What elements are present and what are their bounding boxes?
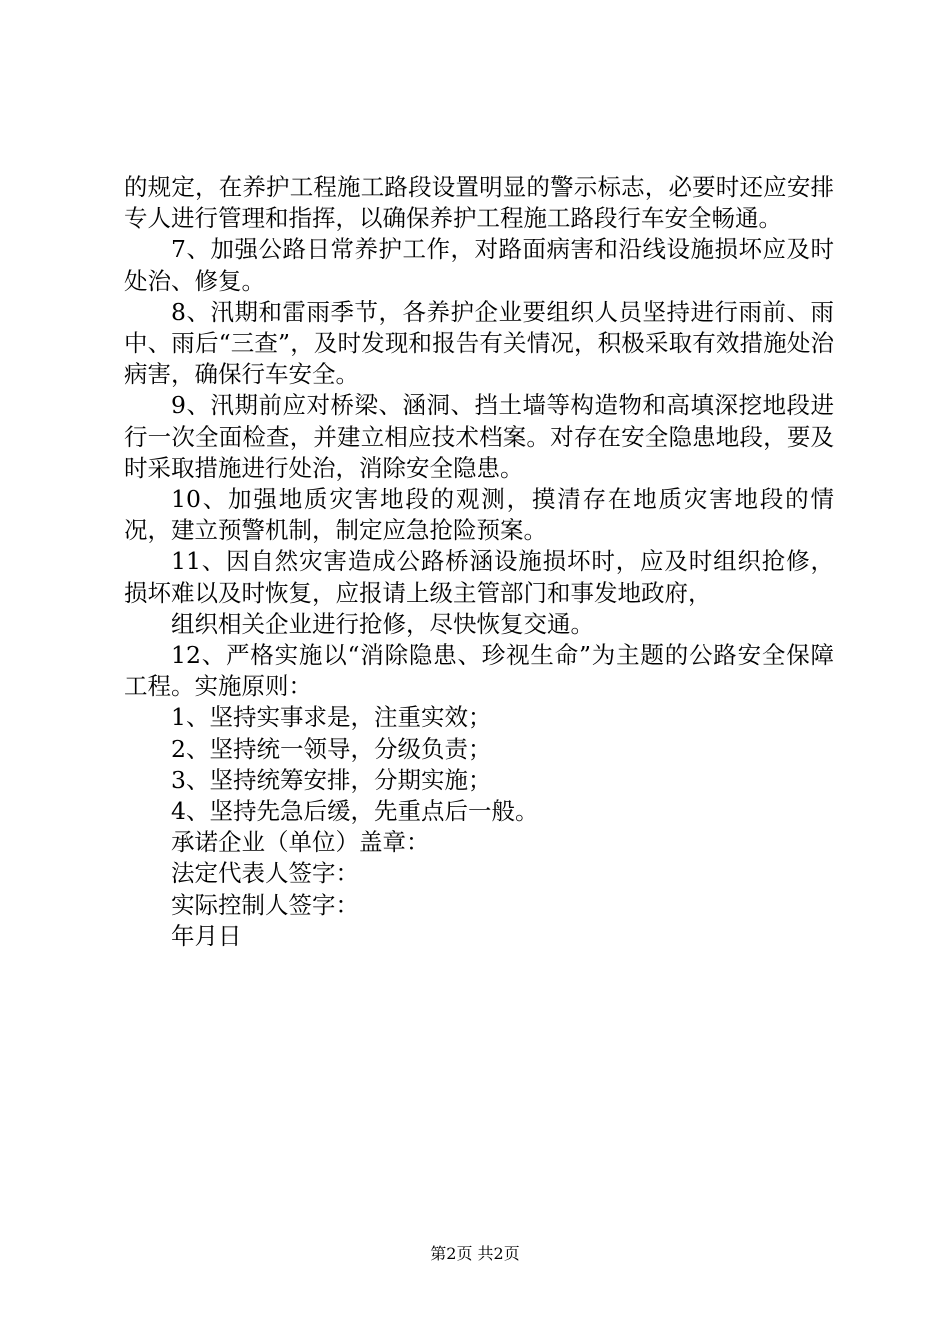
principle-1: 1、坚持实事求是，注重实效； — [171, 703, 492, 732]
principle-4: 4、坚持先急后缓，先重点后一般。 — [171, 797, 539, 826]
paragraph-item-10: 10、加强地质灾害地段的观测，摸清存在地质灾害地段的情况，建立预警机制，制定应急抢险预案。 — [124, 485, 834, 545]
controller-signature-line: 实际控制人签字： — [171, 890, 359, 919]
document-body — [124, 172, 834, 952]
paragraph-item-11-continuation: 组织相关企业进行抢修，尽快恢复交通。 — [171, 609, 594, 638]
date-line: 年月日 — [171, 921, 242, 950]
page-number-footer: 第2页 共2页 — [430, 1244, 520, 1263]
paragraph-item-7: 7、加强公路日常养护工作，对路面病害和沿线设施损坏应及时处治、修复。 — [124, 235, 834, 295]
paragraph-item-11: 11、因自然灾害造成公路桥涵设施损坏时，应及时组织抢修，损坏难以及时恢复，应报请上级主管部门和事发地政府， — [124, 547, 834, 607]
seal-line: 承诺企业（单位）盖章： — [171, 828, 430, 857]
paragraph-item-9: 9、汛期前应对桥梁、涵洞、挡土墙等构造物和高填深挖地段进行一次全面检查，并建立相应技术档案。对存在安全隐患地段，要及时采取措施进行处治，消除安全隐患。 — [124, 391, 834, 482]
principle-3: 3、坚持统筹安排，分期实施； — [171, 765, 492, 794]
legal-rep-signature-line: 法定代表人签字： — [171, 859, 359, 888]
paragraph-continuation: 的规定，在养护工程施工路段设置明显的警示标志，必要时还应安排专人进行管理和指挥，以确保养护工程施工路段行车安全畅通。 — [124, 173, 834, 233]
paragraph-item-12: 12、严格实施以“消除隐患、珍视生命”为主题的公路安全保障工程。实施原则： — [124, 641, 834, 701]
paragraph-item-8: 8、汛期和雷雨季节，各养护企业要组织人员坚持进行雨前、雨中、雨后“三查”，及时发现和报告有关情况，积极采取有效措施处治病害，确保行车安全。 — [124, 297, 834, 389]
principle-2: 2、坚持统一领导，分级负责； — [171, 734, 492, 763]
